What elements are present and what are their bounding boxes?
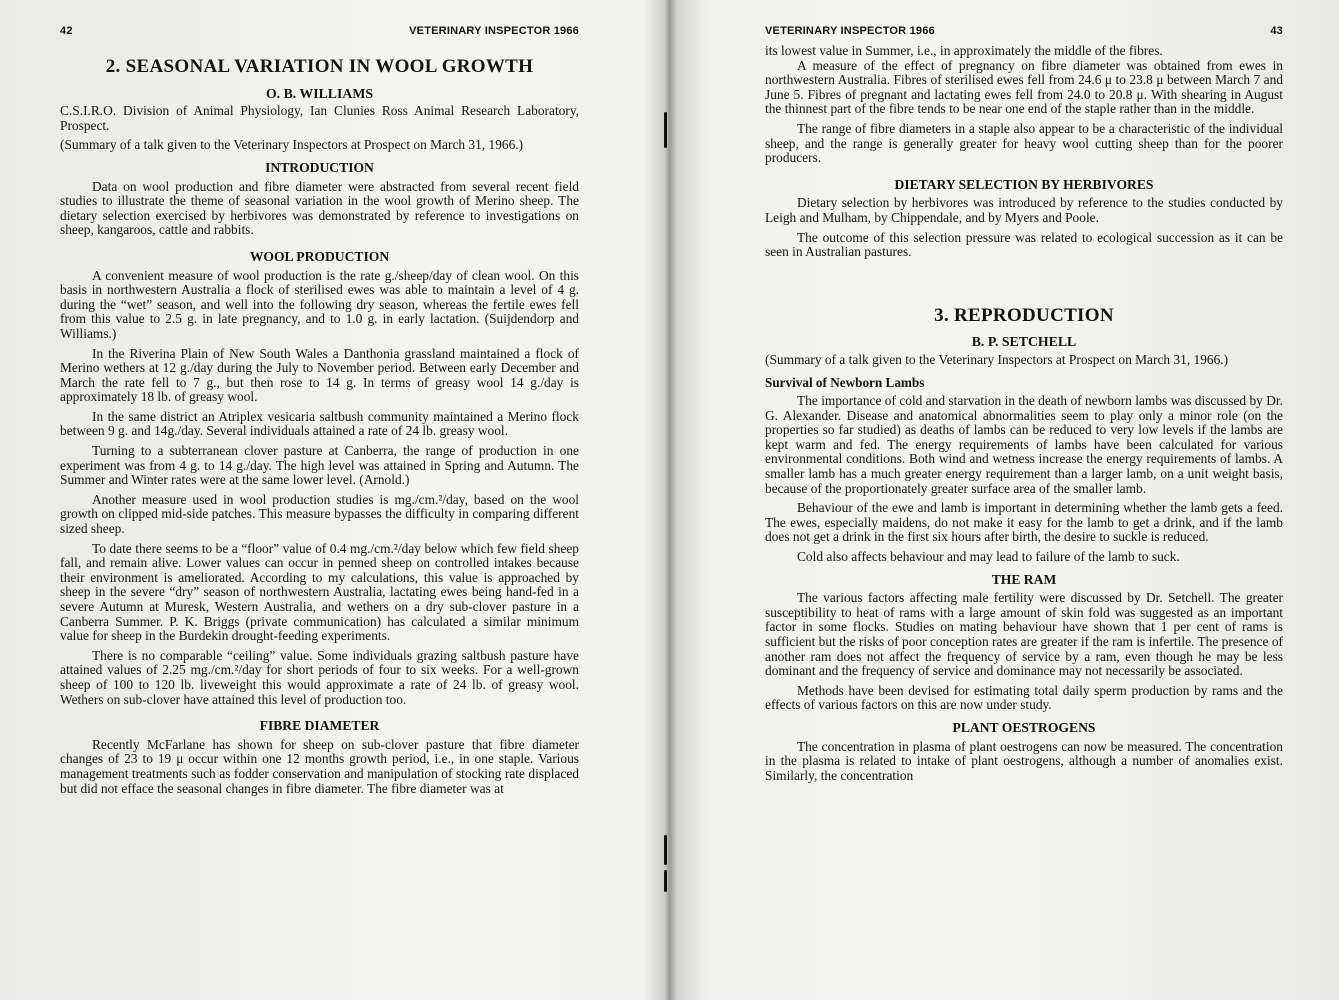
- paragraph: The concentration in plasma of plant oestrogens can now be measured. The concentration in the plasma is related to intake of plant oestrogens, although a number of anomalies exist. Similarly, the concentration: [765, 738, 1283, 783]
- spacer: [765, 265, 1283, 295]
- article-title: 3. REPRODUCTION: [934, 304, 1114, 326]
- paragraph: Turning to a subterranean clover pasture at Canberra, the range of production in one experiment was from 4 g. to 14 g./day. The high level was attained in Spring and Autumn. The Summer and Winter rates were at the same lower level. (Arnold.): [60, 443, 579, 488]
- left-page: [0, 0, 669, 1000]
- paragraph: There is no comparable “ceiling” value. Some individuals grazing saltbush pasture have attained values of 2.25 mg./cm.²/day for short periods of four to six weeks. For a well-grown sheep of 100 to 120 lb. liveweight this would approximate a rate of 24 lb. of greasy wool. Wethers on sub-clover have attained this level of production too.: [60, 647, 579, 707]
- section-heading: INTRODUCTION: [265, 159, 374, 175]
- subsection-heading: Survival of Newborn Lambs: [765, 374, 925, 390]
- paragraph: Methods have been devised for estimating total daily sperm production by rams and the effects of various factors on this are now under study.: [765, 682, 1283, 713]
- paragraph: The outcome of this selection pressure was related to ecological succession as it can be seen in Australian pastures.: [765, 229, 1283, 260]
- paragraph: The various factors affecting male fertility were discussed by Dr. Setchell. The greater susceptibility to heat of rams with a large amount of skin fold was suggested as an important factor in some flocks. Studies on mating behaviour have shown that 1 per cent of rams is sufficient but the risks of poor conception rates are greater if the ram is infertile. The presence of another ram does not affect the frequency of service by a ram, even though he may be less dominant and the frequency of service and dominance may not necessarily be associated.: [765, 590, 1283, 679]
- page-number: 43: [1270, 25, 1283, 37]
- paragraph: A convenient measure of wool production is the rate g./sheep/day of clean wool. On this basis in northwestern Australia a flock of sterilised ewes was able to maintain a level of 4 g. during the “wet” season, and well into the following dry season, whereas the fertile ewes fell from this value to 2.5 g. in late pregnancy, and to 1.0 g. in early lactation. (Suijdendorp and Williams.): [60, 267, 579, 341]
- section-heading: THE RAM: [991, 571, 1057, 587]
- paragraph: Another measure used in wool production studies is mg./cm.²/day, based on the wool growth on clipped mid-side patches. This measure bypasses the difficulty in comparing different sized sheep.: [60, 491, 579, 537]
- summary-note: (Summary of a talk given to the Veterinary Inspectors at Prospect on March 31, 1966.): [765, 351, 1229, 367]
- paragraph: The importance of cold and starvation in the death of newborn lambs was discussed by Dr. G. Alexander. Disease and anatomical abnormalities seem to play only a minor role (on the properties so far studied) as deaths of lambs can be reduced to very low levels if the lambs are kept warm and fed. The energy requirements of lambs have been calculated for various environmental conditions. Both wind and wetness increase the energy requirements of lambs. A smaller lamb has a much greater energy requirement than a larger lamb, on a unit weight basis, because of the proportionately greater surface area of the smaller lamb.: [765, 393, 1283, 496]
- author-affiliation: C.S.I.R.O. Division of Animal Physiology, Ian Clunies Ross Animal Research Laboratory, Prospect.: [60, 103, 579, 133]
- right-page-body: [765, 44, 1283, 783]
- running-header: [60, 22, 579, 44]
- section-heading: DIETARY SELECTION BY HERBIVORES: [894, 176, 1154, 192]
- article-author: O. B. WILLIAMS: [265, 85, 374, 101]
- left-page-body: [60, 56, 579, 796]
- page-number: 42: [60, 25, 73, 37]
- paragraph: In the Riverina Plain of New South Wales a Danthonia grassland maintained a flock of Merino wethers at 12 g./day during the July to November period. Between early December and March the rate fell to 7 g., but then rose to 14 g. In terms of greasy wool 14 g./day is approximately 18 lb. of greasy wool.: [60, 345, 579, 405]
- paragraph: Behaviour of the ewe and lamb is important in determining whether the lamb gets a feed. The ewes, especially maidens, do not make it easy for the lamb to get a drink, and if the lamb does not get a drink in the first six hours after birth, the desire to suckle is reduced.: [765, 500, 1283, 545]
- paragraph: A measure of the effect of pregnancy on fibre diameter was obtained from ewes in northwestern Australia. Fibres of sterilised ewes fell from 24.6 μ to 23.8 μ between March 7 and June 5. Fibres of pregnant and lactating ewes fell from 24.0 to 20.8 μ. With shearing in August the thinnest part of the fibre tends to be near one end of the staple rather than in the middle.: [765, 57, 1283, 117]
- paragraph: its lowest value in Summer, i.e., in approximately the middle of the fibres.: [765, 43, 1163, 58]
- paragraph: Data on wool production and fibre diameter were abstracted from several recent field studies to illustrate the theme of seasonal variation in the wool growth of Merino sheep. The dietary selection exercised by herbivores was demonstrated by reference to investigations on sheep, kangaroos, cattle and rabbits.: [60, 178, 579, 238]
- article-author: B. P. SETCHELL: [971, 334, 1077, 350]
- right-page: [670, 0, 1339, 1000]
- paragraph: The range of fibre diameters in a staple also appear to be a characteristic of the individual sheep, and the range is generally greater for heavy wool cutting sheep than for the poorer producers.: [765, 120, 1283, 166]
- section-heading: FIBRE DIAMETER: [259, 718, 380, 734]
- article-title: 2. SEASONAL VARIATION IN WOOL GROWTH: [105, 56, 534, 77]
- running-header: [765, 22, 1283, 44]
- paragraph: Recently McFarlane has shown for sheep on sub-clover pasture that fibre diameter changes of 23 to 19 μ occur within one 12 months growth period, i.e., in one staple. Various management treatments such as fodder conservation and manipulation of stocking rate displaced but did not efface the seasonal changes in fibre diameter. The fibre diameter was at: [60, 736, 579, 796]
- paragraph: Cold also affects behaviour and may lead to failure of the lamb to suck.: [797, 549, 1180, 565]
- section-heading: PLANT OESTROGENS: [952, 719, 1096, 735]
- running-title: VETERINARY INSPECTOR 1966: [409, 25, 579, 37]
- running-title: VETERINARY INSPECTOR 1966: [765, 25, 935, 37]
- paragraph: Dietary selection by herbivores was introduced by reference to the studies conducted by Leigh and Mulham, by Chippendale, and by Myers and Poole.: [765, 195, 1283, 225]
- summary-note: (Summary of a talk given to the Veterinary Inspectors at Prospect on March 31, 1966.): [60, 137, 524, 153]
- paragraph: In the same district an Atriplex vesicaria saltbush community maintained a Merino flock between 9 g. and 14g./day. Several individuals attained a rate of 24 lb. greasy wool.: [60, 408, 579, 439]
- section-heading: WOOL PRODUCTION: [249, 248, 390, 264]
- paragraph: To date there seems to be a “floor” value of 0.4 mg./cm.²/day below which few field sheep fall, and remain alive. Lower values can occur in penned sheep on controlled intakes because their environment is ameliorated. According to my calculations, this value is approached by sheep in the severe “dry” season of northwestern Australia, lactating ewes being hand-fed in a severe Autumn at Muresk, Western Australia, and wethers on a dry sub-clover pasture in a Canberra Summer. P. K. Briggs (private communication) has calculated a similar minimum value for sheep in the Burdekin drought-feeding experiments.: [60, 540, 579, 644]
